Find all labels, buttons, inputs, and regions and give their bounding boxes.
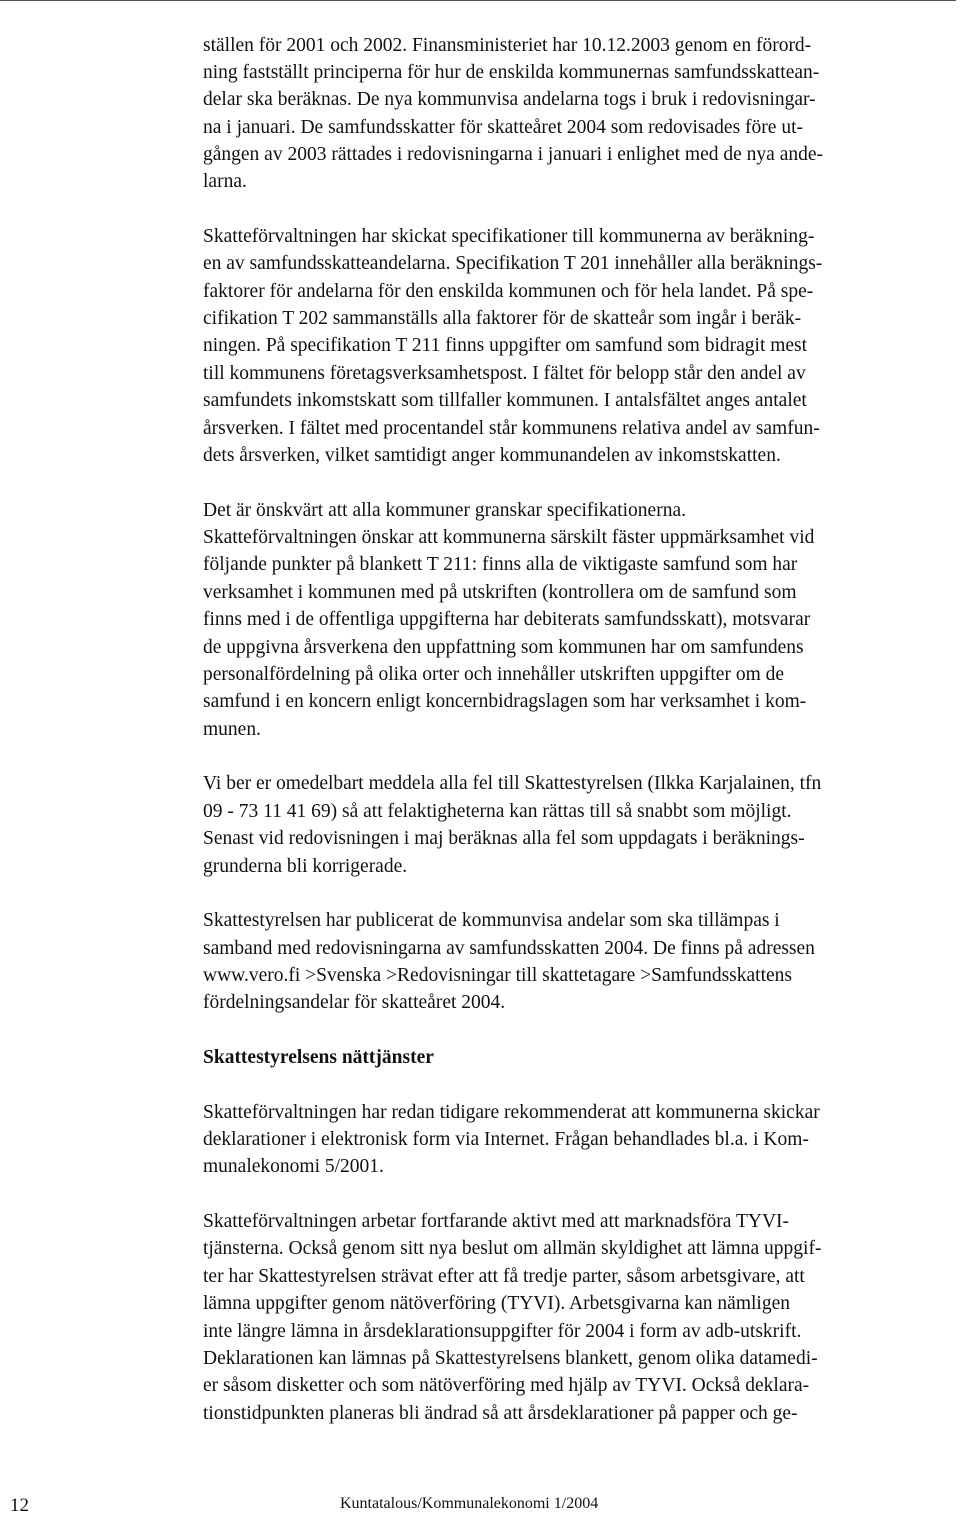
text-line: Det är önskvärt att alla kommuner granskar specifikationerna. [203,500,686,521]
text-line: Skatteförvaltningen önskar att kommunerna särskilt fäster uppmärksamhet vid [203,527,815,548]
text-line: samfund i en koncern enligt koncernbidragslagen som har verksamhet i kom- [203,691,807,712]
text-line: Vi ber er omedelbart meddela alla fel till Skattestyrelsen (Ilkka Karjalainen, tfn [203,773,822,794]
text-line: ställen för 2001 och 2002. Finansministeriet har 10.12.2003 genom en förord- [203,35,812,56]
page-number: 12 [10,1495,29,1516]
publication-title: Kuntatalous/Kommunalekonomi 1/2004 [340,1495,599,1512]
text-line: na i januari. De samfundsskatter för skatteåret 2004 som redovisades före ut- [203,117,803,138]
text-line: Skattestyrelsen har publicerat de kommunvisa andelar som ska tillämpas i [203,910,780,931]
text-line: er såsom disketter och som nätöverföring med hjälp av TYVI. Också deklara- [203,1375,810,1396]
text-line: ning fastställt principerna för hur de enskilda kommunernas samfundsskattean- [203,62,820,83]
text-line: de uppgivna årsverkena den uppfattning som kommunen har om samfundens [203,637,804,658]
text-line: finns med i de offentliga uppgifterna har debiterats samfundsskatt), motsvarar [203,609,811,630]
text-line: www.vero.fi >Svenska >Redovisningar till skattetagare >Samfundsskattens [203,965,792,986]
text-line: deklarationer i elektronisk form via Internet. Frågan behandlades bl.a. i Kom- [203,1129,809,1150]
text-line: larna. [203,171,247,192]
text-line: Senast vid redovisningen i maj beräknas alla fel som uppdagats i beräknings- [203,828,805,849]
section-heading: Skattestyrelsens nättjänster [203,1047,434,1068]
text-line: tionstidpunkten planeras bli ändrad så att årsdeklarationer på papper och ge- [203,1403,798,1424]
text-line: Skatteförvaltningen arbetar fortfarande aktivt med att marknadsföra TYVI- [203,1211,790,1232]
text-line: faktorer för andelarna för den enskilda kommunen och för hela landet. På spe- [203,281,814,302]
text-line: 09 - 73 11 41 69) så att felaktigheterna kan rättas till så snabbt som möjligt. [203,801,792,822]
text-line: till kommunens företagsverksamhetspost. I fältet för belopp står den andel av [203,363,806,384]
text-line: Skatteförvaltningen har redan tidigare rekommenderat att kommunerna skickar [203,1102,820,1123]
text-line: ter har Skattestyrelsen strävat efter att få tredje parter, såsom arbetsgivare, att [203,1266,805,1287]
text-line: Skatteförvaltningen har skickat specifikationer till kommunerna av beräkning- [203,226,815,247]
text-line: verksamhet i kommunen med på utskriften (kontrollera om de samfund som [203,582,797,603]
text-line: årsverken. I fältet med procentandel står kommunens relativa andel av samfun- [203,418,820,439]
text-line: följande punkter på blankett T 211: finns alla de viktigaste samfund som har [203,554,798,575]
text-line: ningen. På specifikation T 211 finns uppgifter om samfund som bidragit mest [203,335,808,356]
text-line: dets årsverken, vilket samtidigt anger kommunandelen av inkomstskatten. [203,445,781,466]
text-line: samfundets inkomstskatt som tillfaller kommunen. I antalsfältet anges antalet [203,390,807,411]
text-line: tjänsterna. Också genom sitt nya beslut om allmän skyldighet att lämna uppgif- [203,1238,822,1259]
text-line: inte längre lämna in årsdeklarationsuppgifter för 2004 i form av adb-utskrift. [203,1321,802,1342]
text-line: cifikation T 202 sammanställs alla faktorer för de skatteår som ingår i beräk- [203,308,802,329]
text-line: en av samfundsskatteandelarna. Specifikation T 201 innehåller alla beräknings- [203,253,823,274]
text-line: lämna uppgifter genom nätöverföring (TYVI). Arbetsgivarna kan nämligen [203,1293,790,1314]
text-line: grunderna bli korrigerade. [203,856,408,877]
text-line: delar ska beräknas. De nya kommunvisa andelarna togs i bruk i redovisningar- [203,89,816,110]
text-line: fördelningsandelar för skatteåret 2004. [203,992,506,1013]
text-line: personalfördelning på olika orter och innehåller utskriften uppgifter om de [203,664,785,685]
text-line: samband med redovisningarna av samfundsskatten 2004. De finns på adressen [203,938,815,959]
text-line: Deklarationen kan lämnas på Skattestyrelsens blankett, genom olika datamedi- [203,1348,818,1369]
text-line: munen. [203,719,261,740]
text-line: gången av 2003 rättades i redovisningarna i januari i enlighet med de nya ande- [203,144,823,165]
text-line: munalekonomi 5/2001. [203,1156,384,1177]
